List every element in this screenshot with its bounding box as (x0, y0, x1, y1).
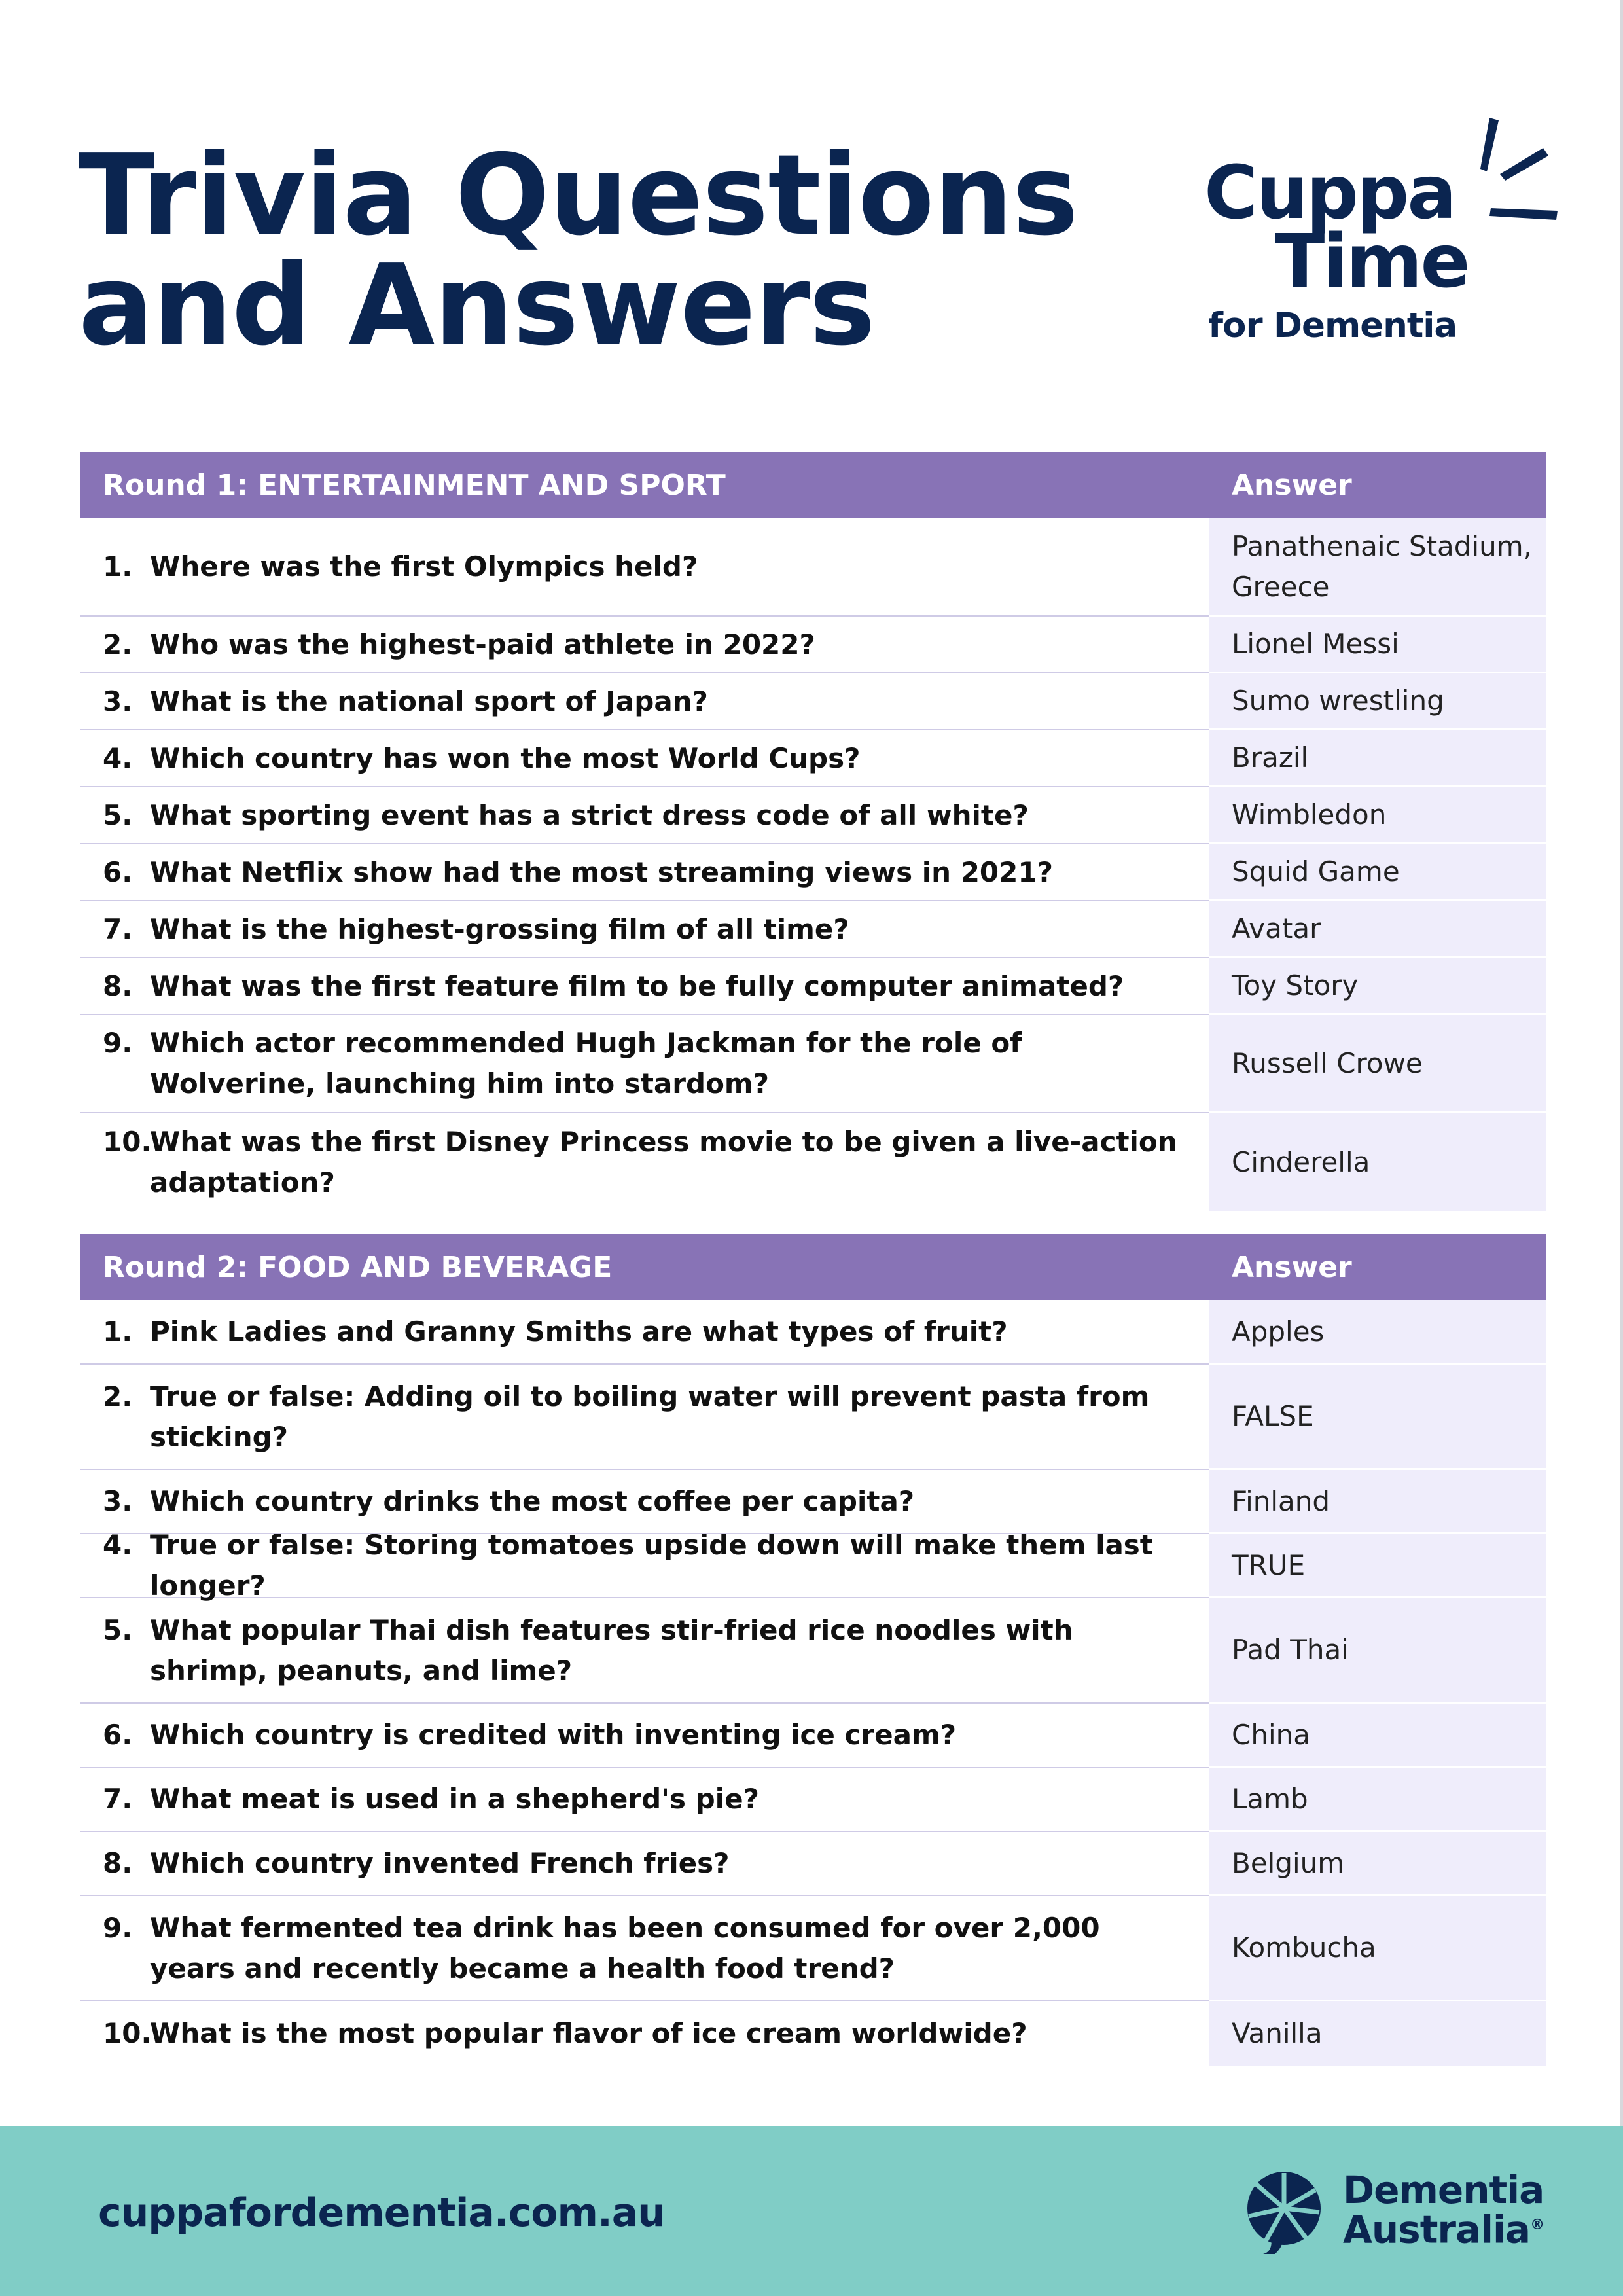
answer-text: Brazil (1232, 742, 1309, 774)
question-cell (80, 1300, 1209, 1365)
question-cell (80, 1832, 1209, 1896)
answer-text: TRUE (1232, 1549, 1306, 1581)
question-cell (80, 673, 1209, 730)
question (103, 738, 860, 779)
question-text: What sporting event has a strict dress code of all white? (150, 798, 1029, 831)
question-cell (80, 1365, 1209, 1470)
question-number: 1. (103, 550, 133, 583)
question-number: 5. (103, 1613, 133, 1646)
question-text: True or false: Storing tomatoes upside down will make them last longer? (150, 1529, 1153, 1602)
question (103, 1312, 1008, 1352)
answer-text: Avatar (1232, 912, 1321, 944)
answer-cell (1209, 1300, 1546, 1365)
question-text: What meat is used in a shepherd's pie? (150, 1783, 759, 1815)
question-text: What is the most popular flavor of ice cream worldwide? (150, 2017, 1027, 2049)
question-text: True or false: Adding oil to boiling water will prevent pasta from sticking? (150, 1380, 1150, 1453)
question-number: 9. (103, 1027, 133, 1059)
question-text: Pink Ladies and Granny Smiths are what types of fruit? (150, 1316, 1008, 1348)
question-cell (80, 787, 1209, 844)
answer-cell (1209, 787, 1546, 844)
answer-cell (1209, 1534, 1546, 1598)
question-row (80, 1598, 1546, 1704)
steam-lines-icon (1479, 118, 1558, 223)
question-number: 2. (103, 1380, 133, 1412)
question-text: What was the first Disney Princess movie to be given a live-action adaptation? (150, 1126, 1177, 1198)
question-number: 7. (103, 912, 133, 945)
question (103, 1779, 759, 1820)
question (103, 1908, 1189, 1989)
brain-leaf-icon (1237, 2170, 1335, 2255)
question (103, 852, 1053, 893)
title-line-1: Trivia Questions (79, 131, 1078, 260)
round-header (80, 452, 1546, 518)
question (103, 1481, 914, 1522)
footer-org-line-1: Dementia (1343, 2168, 1544, 2212)
question-cell (80, 2001, 1209, 2066)
question-number: 8. (103, 969, 133, 1002)
question-text: Which country invented French fries? (150, 1847, 730, 1879)
answer-cell (1209, 1365, 1546, 1470)
question-cell (80, 1768, 1209, 1832)
question-text: Who was the highest-paid athlete in 2022? (150, 628, 815, 660)
question-row (80, 787, 1546, 844)
question-number: 10. (103, 1126, 152, 1158)
question-row (80, 1015, 1546, 1113)
question-cell (80, 518, 1209, 617)
answer-column-header: Answer (1232, 468, 1352, 502)
question-number: 6. (103, 855, 133, 888)
question-text: What fermented tea drink has been consumed for over 2,000 years and recently became a health food trend? (150, 1911, 1100, 1984)
answer-text: Lamb (1232, 1782, 1308, 1815)
logo-word-time: Time (1275, 219, 1469, 304)
question-text: Which country has won the most World Cups? (150, 742, 861, 774)
question (103, 547, 698, 587)
dementia-australia-logo (1237, 2170, 1544, 2255)
question-number: 8. (103, 1847, 133, 1879)
footer-org-line-2 (1343, 2206, 1544, 2252)
question-text: What Netflix show had the most streaming views in 2021? (150, 855, 1053, 888)
question-cell (80, 1704, 1209, 1768)
question-row (80, 1529, 1546, 1602)
question (103, 1376, 1189, 1458)
logo-word-cuppa: Cuppa (1204, 151, 1455, 236)
question-row (80, 1365, 1546, 1470)
question-cell (80, 617, 1209, 673)
question (103, 1525, 1189, 1606)
answer-cell (1209, 844, 1546, 901)
question-row (80, 1896, 1546, 2001)
question (103, 1715, 956, 1755)
answer-text: Belgium (1232, 1846, 1345, 1879)
question-text: Which actor recommended Hugh Jackman for the role of Wolverine, launching him into stardom? (150, 1027, 1022, 1100)
question-number: 2. (103, 628, 133, 660)
answer-text: Kombucha (1232, 1931, 1376, 1964)
logo-tagline: for Dementia (1208, 306, 1457, 346)
question-row (80, 673, 1546, 730)
question-text: What is the national sport of Japan? (150, 685, 708, 717)
question (103, 909, 849, 950)
cuppa-time-logo (1204, 118, 1558, 353)
question-row (80, 1768, 1546, 1832)
question-cell (80, 1529, 1209, 1602)
answer-text: Lionel Messi (1232, 628, 1399, 660)
question-number: 9. (103, 1911, 133, 1944)
question (103, 2013, 1027, 2054)
answer-cell (1209, 958, 1546, 1015)
answer-column-header: Answer (1232, 1250, 1352, 1284)
question-number: 7. (103, 1783, 133, 1815)
question-row (80, 901, 1546, 958)
question (103, 624, 815, 665)
question-cell (80, 1015, 1209, 1113)
round-title: Round 2: FOOD AND BEVERAGE (103, 1250, 613, 1284)
question-row (80, 2001, 1546, 2066)
answer-text: Sumo wrestling (1232, 685, 1444, 717)
answer-cell (1209, 1896, 1546, 2001)
answer-cell (1209, 1832, 1546, 1896)
question-number: 3. (103, 685, 133, 717)
question (103, 1122, 1189, 1203)
page-title (79, 131, 1078, 370)
answer-text: Wimbledon (1232, 798, 1387, 831)
question-cell (80, 730, 1209, 787)
question-number: 6. (103, 1719, 133, 1751)
question-text: Which country is credited with inventing ice cream? (150, 1719, 957, 1751)
registered-mark: ® (1530, 2217, 1544, 2233)
round-2-table (80, 1234, 1546, 2066)
answer-cell (1209, 1470, 1546, 1534)
question-number: 4. (103, 1529, 133, 1561)
question-row (80, 1704, 1546, 1768)
answer-cell (1209, 730, 1546, 787)
question-text: Which country drinks the most coffee per capita? (150, 1485, 915, 1517)
answer-cell (1209, 673, 1546, 730)
footer (0, 2126, 1623, 2296)
question-row (80, 844, 1546, 901)
answer-cell (1209, 901, 1546, 958)
answer-cell (1209, 617, 1546, 673)
question (103, 966, 1124, 1007)
question-cell (80, 844, 1209, 901)
question-number: 4. (103, 742, 133, 774)
answer-text: Panathenaic Stadium, Greece (1232, 529, 1533, 603)
question-row (80, 958, 1546, 1015)
question-number: 10. (103, 2017, 152, 2049)
answer-cell (1209, 1015, 1546, 1113)
question-row (80, 1832, 1546, 1896)
question-number: 3. (103, 1485, 133, 1517)
answer-text: Toy Story (1232, 969, 1359, 1001)
round-header (80, 1234, 1546, 1300)
footer-url-link[interactable]: cuppafordementia.com.au (98, 2190, 665, 2236)
question-cell (80, 901, 1209, 958)
question (103, 1023, 1189, 1104)
answer-text: Squid Game (1232, 855, 1400, 888)
question-row (80, 1113, 1546, 1211)
question-cell (80, 1896, 1209, 2001)
answer-text: Pad Thai (1232, 1634, 1349, 1666)
answer-text: Vanilla (1232, 2017, 1323, 2049)
question (103, 681, 708, 722)
answer-cell (1209, 2001, 1546, 2066)
question-row (80, 730, 1546, 787)
answer-text: Cinderella (1232, 1146, 1370, 1178)
answer-cell (1209, 518, 1546, 617)
question-number: 5. (103, 798, 133, 831)
answer-text: Russell Crowe (1232, 1047, 1423, 1079)
question (103, 795, 1029, 836)
answer-text: FALSE (1232, 1400, 1314, 1432)
question-text: What was the first feature film to be fully computer animated? (150, 969, 1124, 1002)
question-cell (80, 1113, 1209, 1211)
question-row (80, 518, 1546, 617)
question-text: What popular Thai dish features stir-fried rice noodles with shrimp, peanuts, and lime? (150, 1613, 1073, 1687)
question-text: What is the highest-grossing film of all time? (150, 912, 849, 945)
answer-cell (1209, 1704, 1546, 1768)
page-edge (1620, 0, 1623, 2296)
question-row (80, 617, 1546, 673)
round-1-table (80, 452, 1546, 1211)
answer-text: Apples (1232, 1315, 1325, 1348)
question-number: 1. (103, 1316, 133, 1348)
question-row (80, 1300, 1546, 1365)
question (103, 1843, 729, 1884)
title-line-2: and Answers (79, 241, 875, 370)
question-cell (80, 958, 1209, 1015)
answer-text: China (1232, 1718, 1310, 1751)
round-title: Round 1: ENTERTAINMENT AND SPORT (103, 468, 726, 502)
question-cell (80, 1598, 1209, 1704)
footer-org-name: Australia (1343, 2207, 1531, 2252)
question (103, 1610, 1189, 1691)
answer-cell (1209, 1113, 1546, 1211)
answer-cell (1209, 1768, 1546, 1832)
question-text: Where was the first Olympics held? (150, 550, 698, 583)
answer-text: Finland (1232, 1484, 1330, 1517)
answer-cell (1209, 1598, 1546, 1704)
